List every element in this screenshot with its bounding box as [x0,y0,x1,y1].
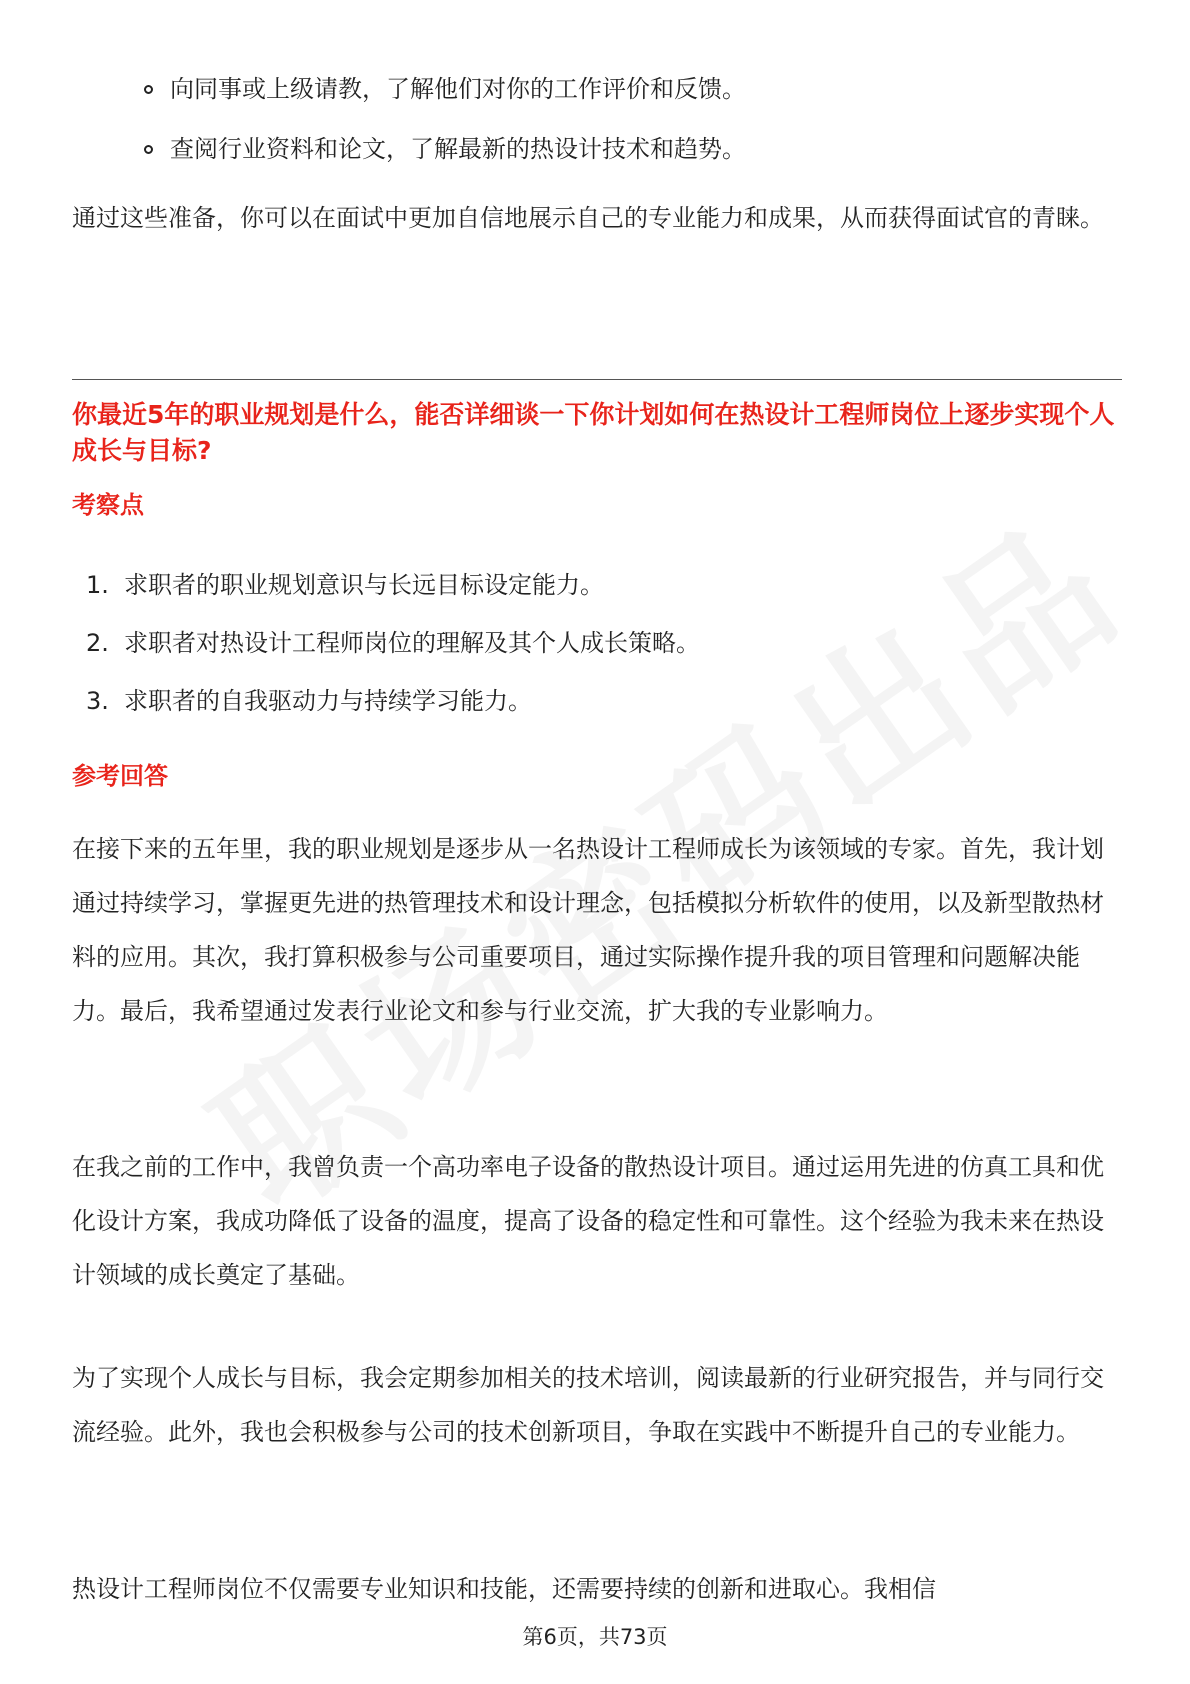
page-footer: 第6页，共73页 [522,1625,668,1649]
exam-point-item [86,624,700,662]
question-heading: 你最近5年的职业规划是什么，能否详细谈一下你计划如何在热设计工程师岗位上逐步实现个人成长与目标? [72,400,1115,465]
answer-paragraph: 热设计工程师岗位不仅需要专业知识和技能，还需要持续的创新和进取心。我相信 [72,1575,936,1603]
exam-point-text: 求职者对热设计工程师岗位的理解及其个人成长策略。 [124,629,700,657]
bullet-item: 向同事或上级请教，了解他们对你的工作评价和反馈。 [142,70,746,108]
exam-point-number: 2. [86,629,109,657]
exam-point-number: 1. [86,571,109,599]
exam-point-item [86,566,700,604]
answer-paragraph: 在我之前的工作中，我曾负责一个高功率电子设备的散热设计项目。通过运用先进的仿真工具和优化设计方案，我成功降低了设备的温度，提高了设备的稳定性和可靠性。这个经验为我未来在热设计领域的成长奠定了基础。 [72,1153,1104,1289]
exam-points-heading: 考察点 [72,491,144,519]
exam-point-text: 求职者的职业规划意识与长远目标设定能力。 [124,571,604,599]
exam-point-number: 3. [86,687,109,715]
section-divider [72,379,1122,380]
bullet-item: 查阅行业资料和论文，了解最新的热设计技术和趋势。 [142,130,746,168]
answer-heading: 参考回答 [72,762,168,790]
bullet-list [142,70,746,190]
exam-point-text: 求职者的自我驱动力与持续学习能力。 [124,687,532,715]
exam-point-item [86,682,700,720]
answer-paragraph: 在接下来的五年里，我的职业规划是逐步从一名热设计工程师成长为该领域的专家。首先，我计划通过持续学习，掌握更先进的热管理技术和设计理念，包括模拟分析软件的使用，以及新型散热材料的应用。其次，我打算积极参与公司重要项目，通过实际操作提升我的项目管理和问题解决能力。最后，我希望通过发表行业论文和参与行业交流，扩大我的专业影响力。 [72,835,1104,1025]
answer-paragraph: 为了实现个人成长与目标，我会定期参加相关的技术培训，阅读最新的行业研究报告，并与同行交流经验。此外，我也会积极参与公司的技术创新项目，争取在实践中不断提升自己的专业能力。 [72,1364,1104,1446]
exam-points-list [86,566,700,740]
intro-paragraph: 通过这些准备，你可以在面试中更加自信地展示自己的专业能力和成果，从而获得面试官的青睐。 [72,204,1104,232]
